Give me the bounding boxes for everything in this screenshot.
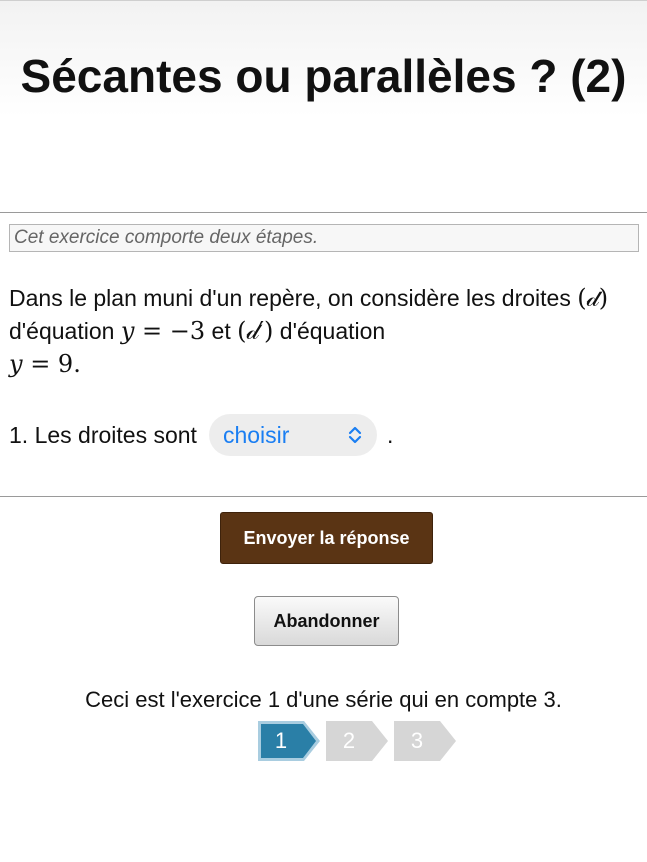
line-d-label: (𝒹) xyxy=(577,284,609,312)
step-label: 1 xyxy=(274,728,288,753)
equation-d-prime: = 9. xyxy=(22,350,81,378)
header-divider xyxy=(0,212,647,213)
question-1 xyxy=(9,414,393,456)
answer-select[interactable] xyxy=(209,414,377,456)
step-3[interactable] xyxy=(394,721,456,761)
statement-text: Dans le plan muni d'un repère, on considère les droites xyxy=(9,285,578,311)
question-1-prefix: 1. Les droites sont xyxy=(9,422,197,448)
page-header xyxy=(0,1,647,212)
exercise-notice: Cet exercice comporte deux étapes. xyxy=(9,224,639,252)
statement-text: d'équation xyxy=(9,318,121,344)
equation-var: y xyxy=(120,317,135,345)
statement-text: d'équation xyxy=(273,318,386,344)
submit-button[interactable]: Envoyer la réponse xyxy=(220,512,433,564)
equation-var: y xyxy=(9,350,23,378)
section-divider xyxy=(0,496,647,497)
step-1-active[interactable] xyxy=(258,721,320,761)
page-title: Sécantes ou parallèles ? (2) xyxy=(20,50,627,102)
statement-text: et xyxy=(205,318,238,344)
question-1-suffix: . xyxy=(386,422,394,448)
answer-select-value: choisir xyxy=(222,422,290,448)
exercise-statement xyxy=(9,282,639,381)
step-2[interactable] xyxy=(326,721,388,761)
chevron-updown-icon xyxy=(347,423,363,447)
equation-d: = −3 xyxy=(134,317,206,345)
step-label: 2 xyxy=(342,728,356,753)
abandon-button[interactable]: Abandonner xyxy=(254,596,399,646)
line-d-prime-label: (𝒹′) xyxy=(237,317,274,345)
series-progress xyxy=(258,721,468,761)
step-label: 3 xyxy=(410,728,424,753)
series-info: Ceci est l'exercice 1 d'une série qui en compte 3. xyxy=(85,687,562,712)
